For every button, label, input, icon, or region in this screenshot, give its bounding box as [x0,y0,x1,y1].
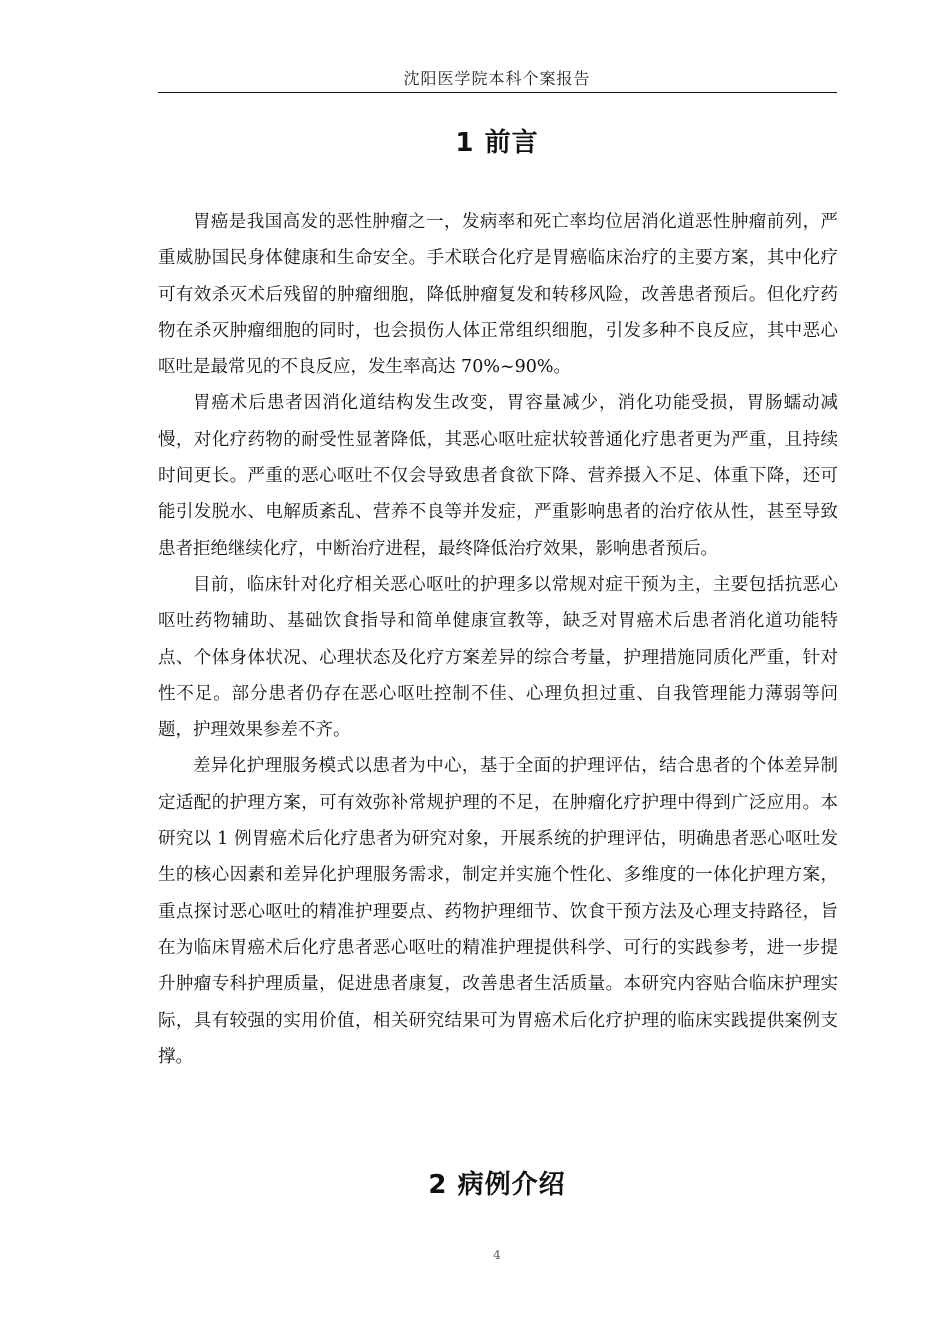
section-title-case-introduction: 2 病例介绍 [428,1170,566,1200]
paragraph: 目前，临床针对化疗相关恶心呕吐的护理多以常规对症干预为主，主要包括抗恶心呕吐药物辅助、基础饮食指导和简单健康宣教等，缺乏对胃癌术后患者消化道功能特点、个体身体状况、心理状态及化疗方案差异的综合考量，护理措施同质化严重，针对性不足。部分患者仍存在恶心呕吐控制不佳、心理负担过重、自我管理能力薄弱等问题，护理效果参差不齐。 [158,574,838,741]
page-number: 4 [493,1248,501,1262]
section-title-introduction: 1 前言 [455,128,539,158]
paragraph: 胃癌术后患者因消化道结构发生改变，胃容量减少，消化功能受损，胃肠蠕动减慢，对化疗药物的耐受性显著降低，其恶心呕吐症状较普通化疗患者更为严重，且持续时间更长。严重的恶心呕吐不仅会导致患者食欲下降、营养摄入不足、体重下降，还可能引发脱水、电解质紊乱、营养不良等并发症，严重影响患者的治疗依从性，甚至导致患者拒绝继续化疗，中断治疗进程，最终降低治疗效果，影响患者预后。 [158,393,838,559]
header-rule [158,92,837,93]
paragraph: 差异化护理服务模式以患者为中心，基于全面的护理评估，结合患者的个体差异制定适配的护理方案，可有效弥补常规护理的不足，在肿瘤化疗护理中得到广泛应用。本研究以 1 例胃癌术后化疗患者为研究对象，开展系统的护理评估，明确患者恶心呕吐发生的核心因素和差异化护理服务需求，制定并实施个性化、多维度的一体化护理方案，重点探讨恶心呕吐的精准护理要点、药物护理细节、饮食干预方法及心理支持路径，旨在为临床胃癌术后化疗患者恶心呕吐的精准护理提供科学、可行的实践参考，进一步提升肿瘤专科护理质量，促进患者康复，改善患者生活质量。本研究内容贴合临床护理实际，具有较强的实用价值，相关研究结果可为胃癌术后化疗护理的临床实践提供案例支撑。 [158,756,838,1067]
paragraph: 胃癌是我国高发的恶性肿瘤之一，发病率和死亡率均位居消化道恶性肿瘤前列，严重威胁国民身体健康和生命安全。手术联合化疗是胃癌临床治疗的主要方案，其中化疗可有效杀灭术后残留的肿瘤细胞，降低肿瘤复发和转移风险，改善患者预后。但化疗药物在杀灭肿瘤细胞的同时，也会损伤人体正常组织细胞，引发多种不良反应，其中恶心呕吐是最常见的不良反应，发生率高达 70%~90%。 [158,212,838,378]
running-header: 沈阳医学院本科个案报告 [403,69,591,88]
introduction-body [158,204,838,1075]
